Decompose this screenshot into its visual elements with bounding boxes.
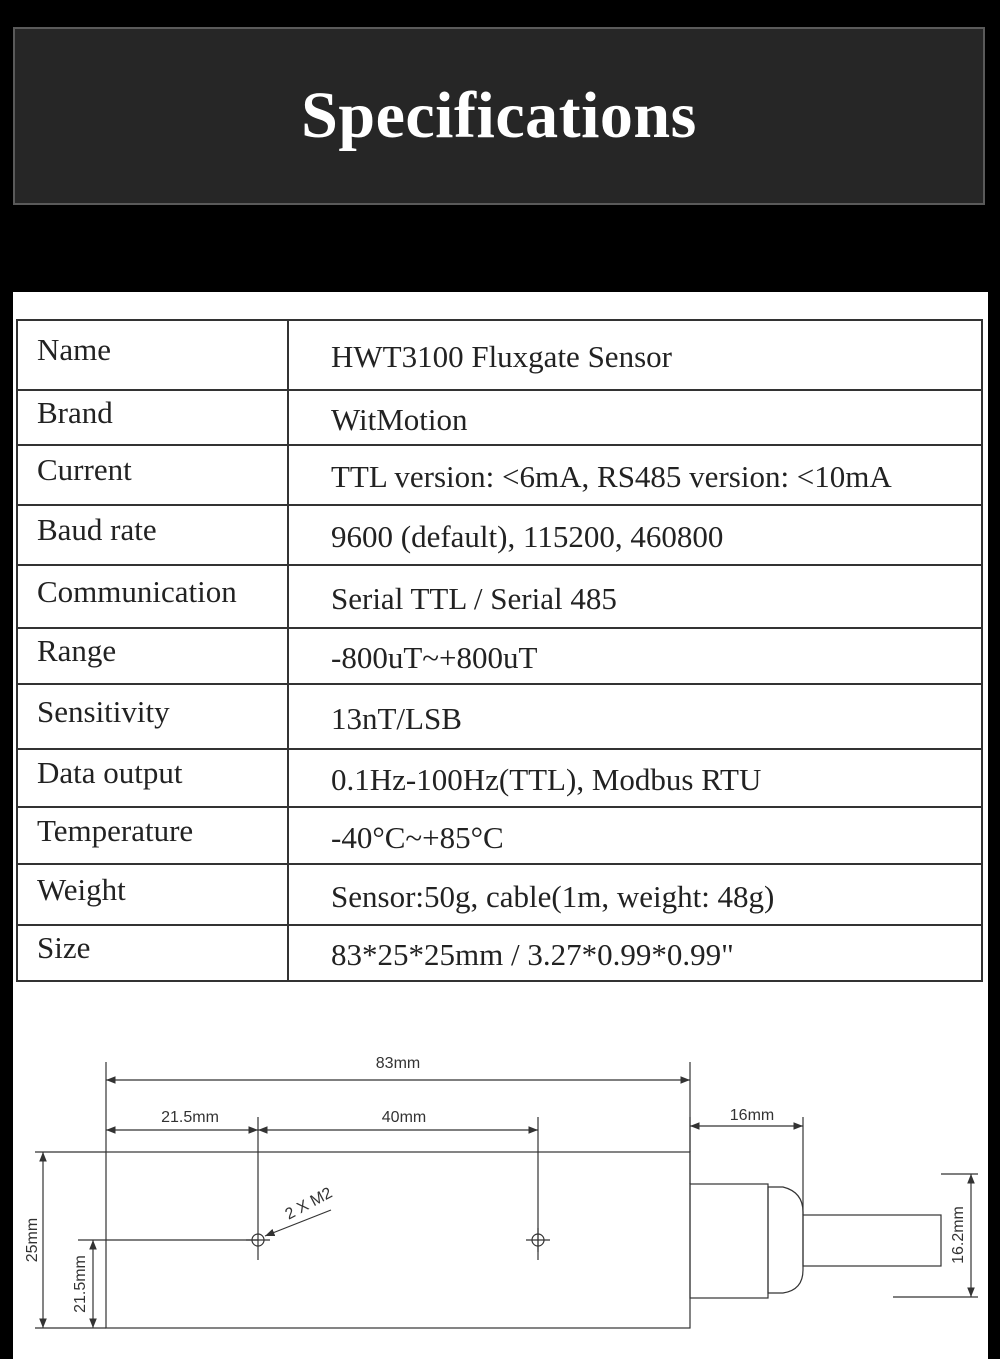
spec-label: Baud rate bbox=[17, 505, 288, 565]
spec-value: WitMotion bbox=[288, 390, 982, 445]
spec-value: -40°C~+85°C bbox=[288, 807, 982, 864]
spec-value: 13nT/LSB bbox=[288, 684, 982, 749]
connector-outline bbox=[690, 1184, 768, 1298]
spec-value: 0.1Hz-100Hz(TTL), Modbus RTU bbox=[288, 749, 982, 807]
dim-cable-height: 16.2mm bbox=[950, 1206, 967, 1264]
spec-label: Name bbox=[17, 320, 288, 390]
table-row bbox=[17, 505, 982, 565]
dim-hole-height: 21.5mm bbox=[72, 1255, 89, 1313]
spec-value: 83*25*25mm / 3.27*0.99*0.99" bbox=[288, 925, 982, 981]
spec-label: Sensitivity bbox=[17, 684, 288, 749]
page-title: Specifications bbox=[301, 79, 697, 152]
dim-hole-offset: 21.5mm bbox=[161, 1109, 219, 1126]
table-row bbox=[17, 864, 982, 925]
table-row bbox=[17, 628, 982, 684]
spec-table bbox=[16, 319, 983, 982]
spec-label: Brand bbox=[17, 390, 288, 445]
table-row bbox=[17, 807, 982, 864]
spec-value: -800uT~+800uT bbox=[288, 628, 982, 684]
dim-hole-spacing: 40mm bbox=[381, 1109, 427, 1126]
spec-panel bbox=[13, 292, 988, 1359]
spec-value: 9600 (default), 115200, 460800 bbox=[288, 505, 982, 565]
table-row bbox=[17, 925, 982, 981]
spec-label: Current bbox=[17, 445, 288, 505]
hole-note: 2 X M2 bbox=[282, 1184, 336, 1224]
dim-total-length: 83mm bbox=[375, 1055, 421, 1072]
table-row bbox=[17, 684, 982, 749]
specifications-banner bbox=[13, 27, 985, 205]
spec-value: TTL version: <6mA, RS485 version: <10mA bbox=[288, 445, 982, 505]
spec-value: HWT3100 Fluxgate Sensor bbox=[288, 320, 982, 390]
table-row bbox=[17, 565, 982, 628]
dim-body-height: 25mm bbox=[24, 1217, 41, 1263]
table-row bbox=[17, 749, 982, 807]
spec-label: Data output bbox=[17, 749, 288, 807]
spec-label: Range bbox=[17, 628, 288, 684]
spec-label: Weight bbox=[17, 864, 288, 925]
spec-value: Serial TTL / Serial 485 bbox=[288, 565, 982, 628]
spec-label: Temperature bbox=[17, 807, 288, 864]
table-row bbox=[17, 320, 982, 390]
table-row bbox=[17, 390, 982, 445]
cable-gland-outline bbox=[768, 1187, 803, 1293]
cable-outline bbox=[803, 1215, 941, 1266]
spec-value: Sensor:50g, cable(1m, weight: 48g) bbox=[288, 864, 982, 925]
table-row bbox=[17, 445, 982, 505]
dimension-drawing bbox=[13, 1022, 988, 1359]
spec-label: Communication bbox=[17, 565, 288, 628]
spec-label: Size bbox=[17, 925, 288, 981]
dim-cable-length: 16mm bbox=[729, 1107, 775, 1124]
